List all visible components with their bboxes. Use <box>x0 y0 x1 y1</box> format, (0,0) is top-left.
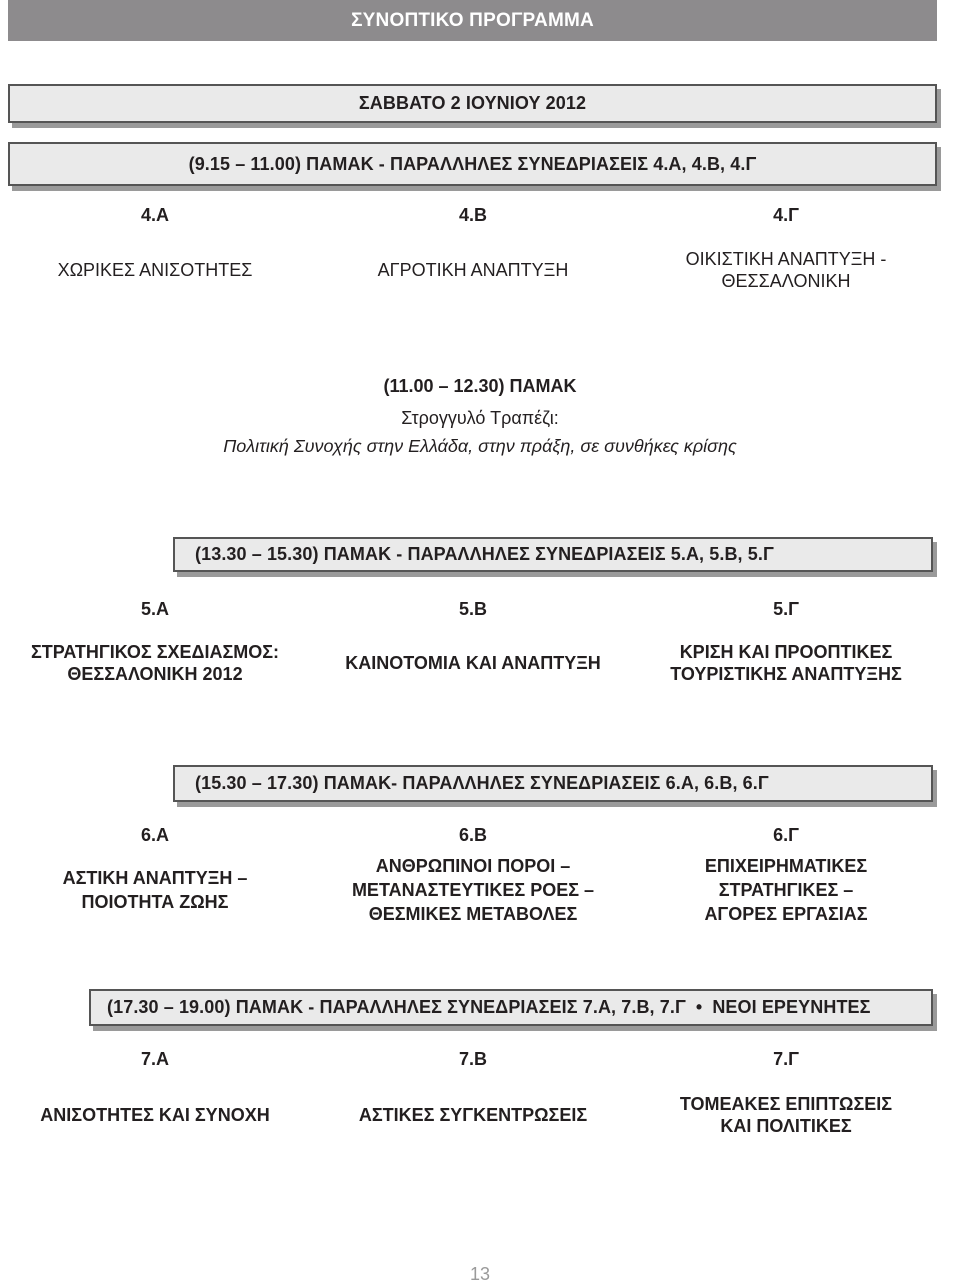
session-7-header-extra: ΝΕΟΙ ΕΡΕΥΝΗΤΕΣ <box>712 997 871 1017</box>
session-6c-topic-line-2: ΣΤΡΑΤΗΓΙΚΕΣ – <box>718 880 854 900</box>
session-6b-topic-line-3: ΘΕΣΜΙΚΕΣ ΜΕΤΑΒΟΛΕΣ <box>368 904 578 924</box>
session-7c-code: 7.Γ <box>773 1049 799 1069</box>
page-number: 13 <box>469 1264 491 1284</box>
session-4a-topic: ΧΩΡΙΚΕΣ ΑΝΙΣΟΤΗΤΕΣ <box>57 260 253 280</box>
session-6b-code: 6.Β <box>458 825 487 845</box>
session-6a-topic-line-1: ΑΣΤΙΚΗ ΑΝΑΠΤΥΞΗ – <box>62 868 248 888</box>
session-7-header-text: (17.30 – 19.00) ΠΑΜΑΚ - ΠΑΡΑΛΛΗΛΕΣ ΣΥΝΕΔΡΙΑΣΕΙΣ 7.Α, 7.Β, 7.Γ <box>107 997 686 1017</box>
session-5b-topic: ΚΑΙΝΟΤΟΜΙΑ ΚΑΙ ΑΝΑΠΤΥΞΗ <box>345 653 601 673</box>
session-6c-topic <box>646 855 926 925</box>
session-4c-code: 4.Γ <box>773 205 799 225</box>
roundtable-label: Στρογγυλό Τραπέζι: <box>401 408 559 428</box>
program-title: ΣΥΝΟΠΤΙΚΟ ΠΡΟΓΡΑΜΜΑ <box>351 9 594 31</box>
session-4c-topic <box>651 248 921 292</box>
roundtable-block <box>0 372 960 460</box>
date-label: ΣΑΒΒΑΤΟ 2 ΙΟΥΝΙΟΥ 2012 <box>358 93 587 113</box>
session-5c-code: 5.Γ <box>773 599 799 619</box>
session-4c-topic-line-2: ΘΕΣΣΑΛΟΝΙΚΗ <box>721 271 851 291</box>
session-7c-topic-line-2: ΚΑΙ ΠΟΛΙΤΙΚΕΣ <box>720 1116 852 1136</box>
session-7a-topic: ΑΝΙΣΟΤΗΤΕΣ ΚΑΙ ΣΥΝΟΧΗ <box>40 1105 270 1125</box>
session-5-header <box>173 537 933 572</box>
session-4-header-text: (9.15 – 11.00) ΠΑΜΑΚ - ΠΑΡΑΛΛΗΛΕΣ ΣΥΝΕΔΡΙΑΣΕΙΣ 4.Α, 4.Β, 4.Γ <box>188 153 757 174</box>
session-7b-topic: ΑΣΤΙΚΕΣ ΣΥΓΚΕΝΤΡΩΣΕΙΣ <box>358 1105 588 1125</box>
session-6b-topic-line-2: ΜΕΤΑΝΑΣΤΕΥΤΙΚΕΣ ΡΟΕΣ – <box>351 880 595 900</box>
session-5c-topic-line-1: ΚΡΙΣΗ ΚΑΙ ΠΡΟΟΠΤΙΚΕΣ <box>679 642 893 662</box>
session-5a-topic <box>10 641 300 685</box>
bullet-separator: • <box>695 997 703 1017</box>
session-6a-topic <box>20 867 290 913</box>
session-5-header-text: (13.30 – 15.30) ΠΑΜΑΚ - ΠΑΡΑΛΛΗΛΕΣ ΣΥΝΕΔΡΙΑΣΕΙΣ 5.Α, 5.Β, 5.Γ <box>195 544 774 564</box>
session-6a-code: 6.Α <box>140 825 169 845</box>
session-5a-code: 5.Α <box>140 599 169 619</box>
program-title-bar <box>8 0 937 41</box>
session-6c-topic-line-1: ΕΠΙΧΕΙΡΗΜΑΤΙΚΕΣ <box>704 856 868 876</box>
session-4-header <box>8 142 937 186</box>
session-5b-code: 5.Β <box>458 599 487 619</box>
session-6a-topic-line-2: ΠΟΙΟΤΗΤΑ ΖΩΗΣ <box>81 892 229 912</box>
session-6b-topic-line-1: ΑΝΘΡΩΠΙΝΟΙ ΠΟΡΟΙ – <box>375 856 571 876</box>
session-5a-topic-line-2: ΘΕΣΣΑΛΟΝΙΚΗ 2012 <box>67 664 243 684</box>
session-6c-code: 6.Γ <box>773 825 799 845</box>
session-6-header-text: (15.30 – 17.30) ΠΑΜΑΚ- ΠΑΡΑΛΛΗΛΕΣ ΣΥΝΕΔΡΙΑΣΕΙΣ 6.Α, 6.Β, 6.Γ <box>195 773 769 793</box>
session-5a-topic-line-1: ΣΤΡΑΤΗΓΙΚΟΣ ΣΧΕΔΙΑΣΜΟΣ: <box>30 642 280 662</box>
session-7a-code: 7.Α <box>140 1049 169 1069</box>
session-6-header <box>173 765 933 802</box>
session-4b-code: 4.Β <box>458 205 487 225</box>
session-4c-topic-line-1: ΟΙΚΙΣΤΙΚΗ ΑΝΑΠΤΥΞΗ - <box>685 249 887 269</box>
session-6b-topic <box>323 855 623 925</box>
session-7-header <box>89 989 933 1026</box>
session-4b-topic: ΑΓΡΟΤΙΚΗ ΑΝΑΠΤΥΞΗ <box>377 260 569 280</box>
session-6c-topic-line-3: ΑΓΟΡΕΣ ΕΡΓΑΣΙΑΣ <box>704 904 868 924</box>
date-box <box>8 84 937 123</box>
roundtable-time: (11.00 – 12.30) ΠΑΜΑΚ <box>383 376 577 396</box>
roundtable-subject: Πολιτική Συνοχής στην Ελλάδα, στην πράξη, σε συνθήκες κρίσης <box>223 436 737 456</box>
session-7c-topic <box>646 1093 926 1137</box>
session-5c-topic-line-2: ΤΟΥΡΙΣΤΙΚΗΣ ΑΝΑΠΤΥΞΗΣ <box>670 664 902 684</box>
session-4a-code: 4.Α <box>140 205 169 225</box>
session-5c-topic <box>646 641 926 685</box>
session-7c-topic-line-1: ΤΟΜΕΑΚΕΣ ΕΠΙΠΤΩΣΕΙΣ <box>679 1094 893 1114</box>
session-7b-code: 7.Β <box>458 1049 487 1069</box>
